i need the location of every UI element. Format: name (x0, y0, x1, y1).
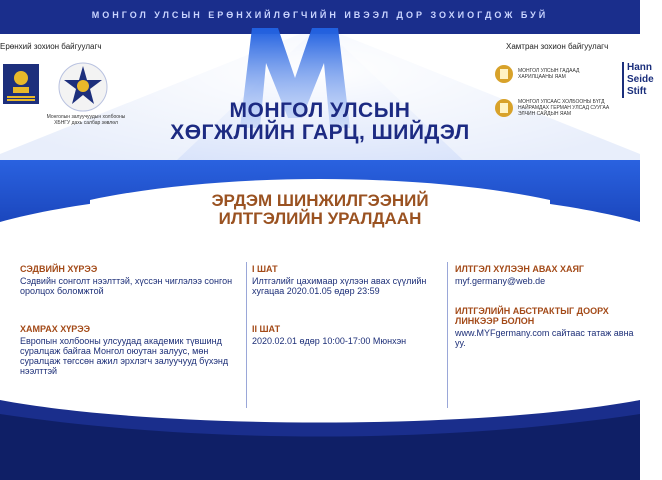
topic-heading: СЭДВИЙН ХҮРЭЭ (20, 264, 98, 274)
stage-1-body: Илтгэлийг цахимаар хүлээн авах сүүлийн хугацаа 2020.01.05 өдөр 23:59 (252, 276, 427, 296)
youth-federation-caption: Монголын залуучуудын холбооны ХБНГУ дахь салбар зөвлөл (46, 114, 126, 126)
youth-federation-emblem-icon (58, 62, 108, 112)
abstract-heading: ИЛТГЭЛИЙН АБСТРАКТЫГ ДООРХ ЛИНКЭЭР БОЛОН (455, 306, 609, 326)
scope-heading: ХАМРАХ ХҮРЭЭ (20, 324, 91, 334)
topic-block (20, 264, 238, 296)
main-title-line-1: МОНГОЛ УЛСЫН (229, 99, 411, 122)
abstract-link[interactable]: www.MYFgermany.com сайтаас татаж авна уу. (455, 328, 634, 348)
address-block (455, 264, 635, 286)
topic-body: Сэдвийн сонголт нээлттэй, хүссэн чиглэлээ сонгон оролцох боломжтой (20, 276, 233, 296)
mongolia-emblem-icon (3, 64, 39, 104)
partner-embassy (494, 98, 614, 118)
stage-2-body: 2020.02.01 өдөр 10:00-17:00 Мюнхэн (252, 336, 407, 346)
subtitle (170, 192, 470, 228)
main-title (130, 100, 510, 144)
top-band-text: МОНГОЛ УЛСЫН ЕРӨНХИЙЛӨГЧИЙН ИВЭЭЛ ДОР ЗОХИОГДОЖ БУЙ (91, 10, 549, 20)
address-email[interactable]: myf.germany@web.de (455, 276, 546, 286)
stage-1-heading: I ШАТ (252, 264, 278, 274)
partner-embassy-name: МОНГОЛ УЛСААС ХОЛБООНЫ БҮГД НАЙРАМДАХ ГЕРМАН УЛСАД СУУГАА ЭЛЧИН САЙДЫН ЯАМ (518, 99, 610, 117)
organizer-label: Ерөнхий зохион байгуулагч (0, 42, 102, 51)
stage-2-heading: II ШАТ (252, 324, 281, 334)
partner-mfa (494, 64, 614, 84)
scope-block (20, 324, 238, 376)
bottom-band (0, 400, 640, 480)
mfa-emblem-icon (494, 64, 514, 84)
subtitle-line-1: ЭРДЭМ ШИНЖИЛГЭЭНИЙ (211, 191, 429, 210)
hanns-seidel-logo: Hann Seide Stift (622, 62, 662, 98)
partner-mfa-name: МОНГОЛ УЛСЫН ГАДААД ХАРИЛЦААНЫ ЯАМ (518, 68, 580, 80)
divider (447, 262, 448, 408)
address-heading: ИЛТГЭЛ ХҮЛЭЭН АВАХ ХАЯГ (455, 264, 585, 274)
subtitle-line-2: ИЛТГЭЛИЙН УРАЛДААН (218, 209, 422, 228)
co-organizer-label: Хамтран зохион байгуулагч (506, 42, 609, 51)
stage-2-block (252, 324, 442, 346)
divider (246, 262, 247, 408)
stage-1-block (252, 264, 442, 296)
scope-body: Европын холбооны улсуудад академик түвшинд суралцаж байгаа Монгол оюутан залуус, мөн суралцаж төгссөн ажил эрхлэгч залуучууд бүхэнд нээлттэй (20, 336, 229, 376)
main-title-line-2: ХӨГЖЛИЙН ГАРЦ, ШИЙДЭЛ (170, 121, 470, 144)
abstract-block (455, 306, 635, 348)
